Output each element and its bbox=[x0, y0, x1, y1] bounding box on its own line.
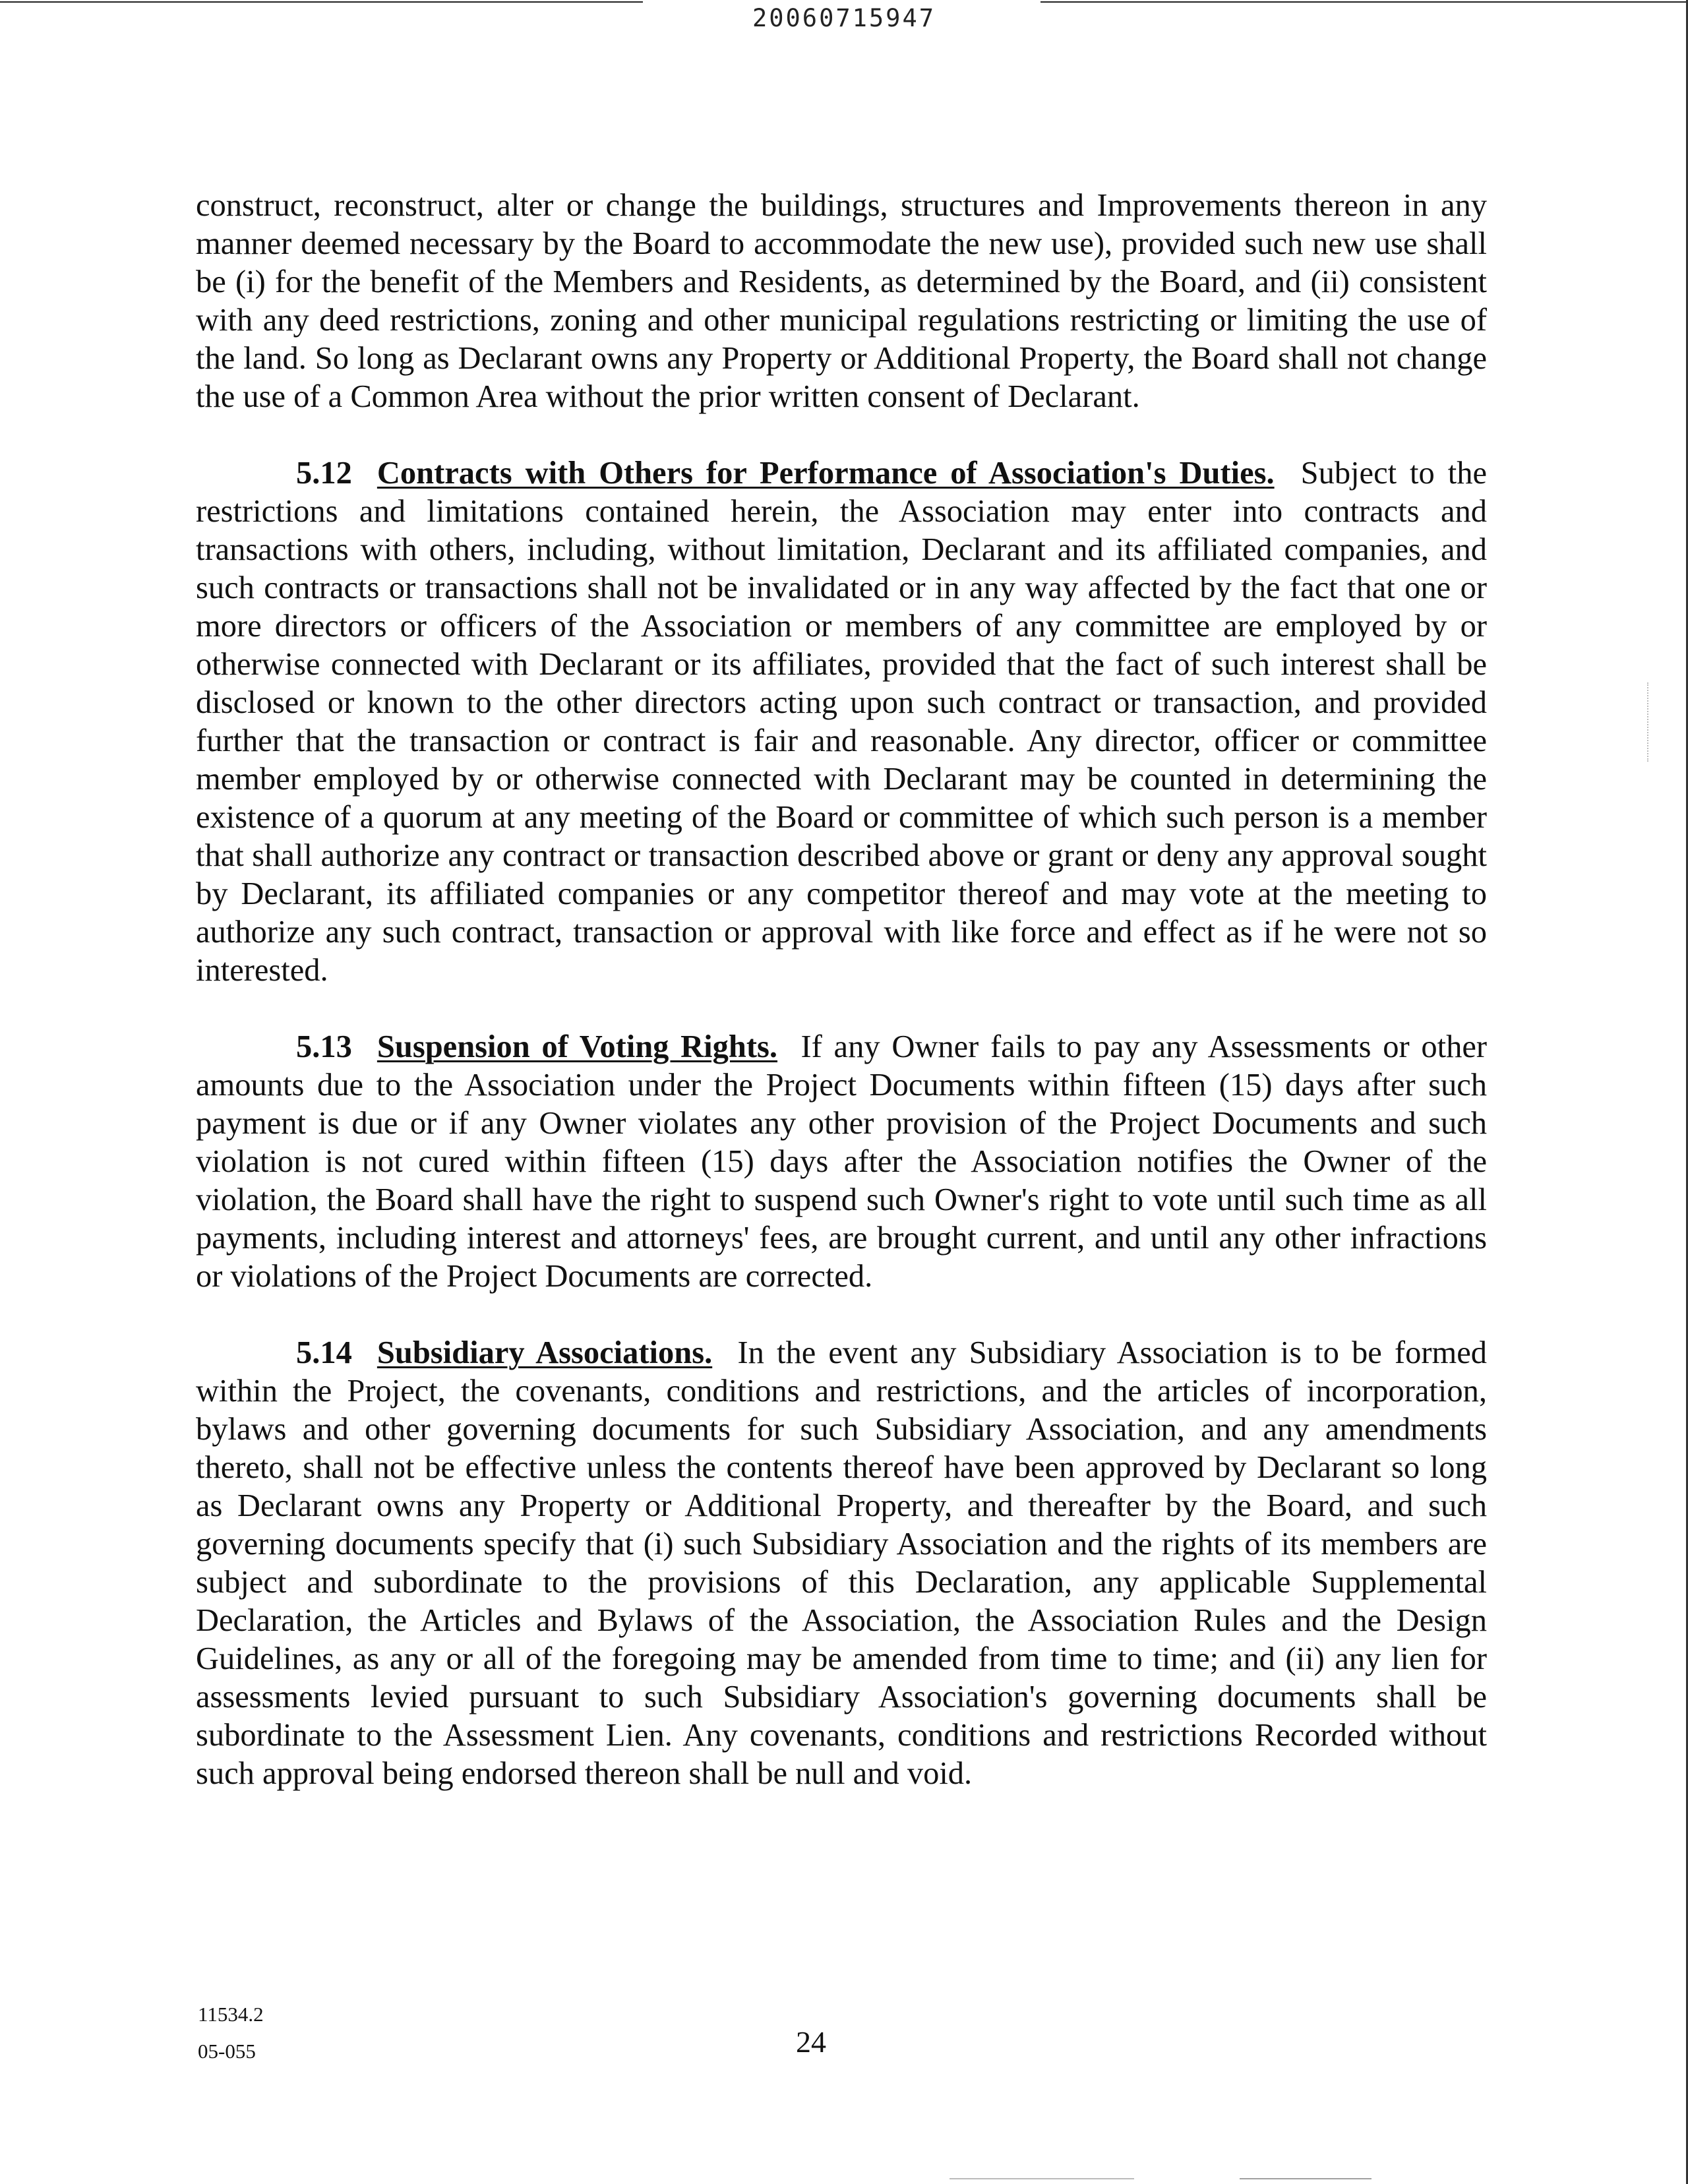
page-number: 24 bbox=[796, 2025, 826, 2059]
section-text: If any Owner fails to pay any Assessments or other amounts due to the Association under the Project Documents within fifteen (15) days after such payment is due or if any Owner violates any other provision of the Project Documents and such violation is not cured within fifteen (15) days after the Association notifies the Owner of the violation, the Board shall have the right to suspend such Owner's right to vote until such time as all payments, including interest and attorneys' fees, are brought current, and until any other infractions or violations of the Project Documents are corrected. bbox=[196, 1029, 1488, 1294]
section-title: Contracts with Others for Performance of Association's Duties. bbox=[377, 456, 1275, 491]
footer-code-line-2: 05-055 bbox=[198, 2040, 256, 2063]
section-number: 5.13 bbox=[296, 1029, 352, 1064]
footer-code-line-1: 11534.2 bbox=[198, 2003, 264, 2026]
section-title: Subsidiary Associations. bbox=[377, 1335, 713, 1370]
section-text: Subject to the restrictions and limitations contained herein, the Association may enter into contracts and transactions with others, including, without limitation, Declarant and its affiliated companies, and such contracts or transactions shall not be invalidated or in any way affected by the fact that one or more directors or officers of the Association or members of any committee are employed by or otherwise connected with Declarant or its affiliates, provided that the fact of such interest shall be disclosed or known to the other directors acting upon such contract or transaction, and provided further that the transaction or contract is fair and reasonable. Any director, officer or committee member employed by or otherwise connected with Declarant may be counted in determining the existence of a quorum at any meeting of the Board or committee of which such person is a member that shall authorize any contract or transaction described above or grant or deny any approval sought by Declarant, its affiliated companies or any competitor thereof and may vote at the meeting to authorize any such contract, transaction or approval with like force and effect as if he were not so interested. bbox=[196, 456, 1488, 988]
continued-paragraph: construct, reconstruct, alter or change the buildings, structures and Improvements thereon in any manner deemed necessary by the Board to accommodate the new use), provided such new use shall be (i) for the benefit of the Members and Residents, as determined by the Board, and (ii) consistent with any deed restrictions, zoning and other municipal regulations restricting or limiting the use of the land. So long as Declarant owns any Property or Additional Property, the Board shall not change the use of a Common Area without the prior written consent of Declarant. bbox=[196, 188, 1487, 414]
top-border-right bbox=[1040, 1, 1688, 3]
section-text: In the event any Subsidiary Association is to be formed within the Project, the covenants, conditions and restrictions, and the articles of incorporation, bylaws and other governing documents for such Subsidiary Association, and any amendments thereto, shall not be effective unless the contents thereof have been approved by Declarant so long as Declarant owns any Property or Additional Property, and thereafter by the Board, and such governing documents specify that (i) such Subsidiary Association and the rights of its members are subject and subordinate to the provisions of this Declaration, any applicable Supplemental Declaration, the Articles and Bylaws of the Association, the Association Rules and the Design Guidelines, as any or all of the foregoing may be amended from time to time; and (ii) any lien for assessments levied pursuant to such Subsidiary Association's governing documents shall be subordinate to the Assessment Lien. Any covenants, conditions and restrictions Recorded without such approval being endorsed thereon shall be null and void. bbox=[196, 1335, 1487, 1791]
document-number: 20060715947 bbox=[752, 4, 936, 32]
section-5-14 bbox=[196, 1334, 1487, 1793]
section-5-13 bbox=[196, 1028, 1487, 1296]
section-number: 5.12 bbox=[296, 456, 352, 491]
section-title: Suspension of Voting Rights. bbox=[377, 1029, 778, 1064]
section-number: 5.14 bbox=[296, 1335, 352, 1370]
top-border-left bbox=[0, 1, 643, 3]
bottom-scan-artifact bbox=[950, 2178, 1134, 2179]
margin-scan-artifact bbox=[1647, 682, 1651, 762]
document-body bbox=[196, 187, 1487, 1793]
section-5-12 bbox=[196, 454, 1487, 990]
bottom-scan-artifact bbox=[1240, 2178, 1372, 2179]
